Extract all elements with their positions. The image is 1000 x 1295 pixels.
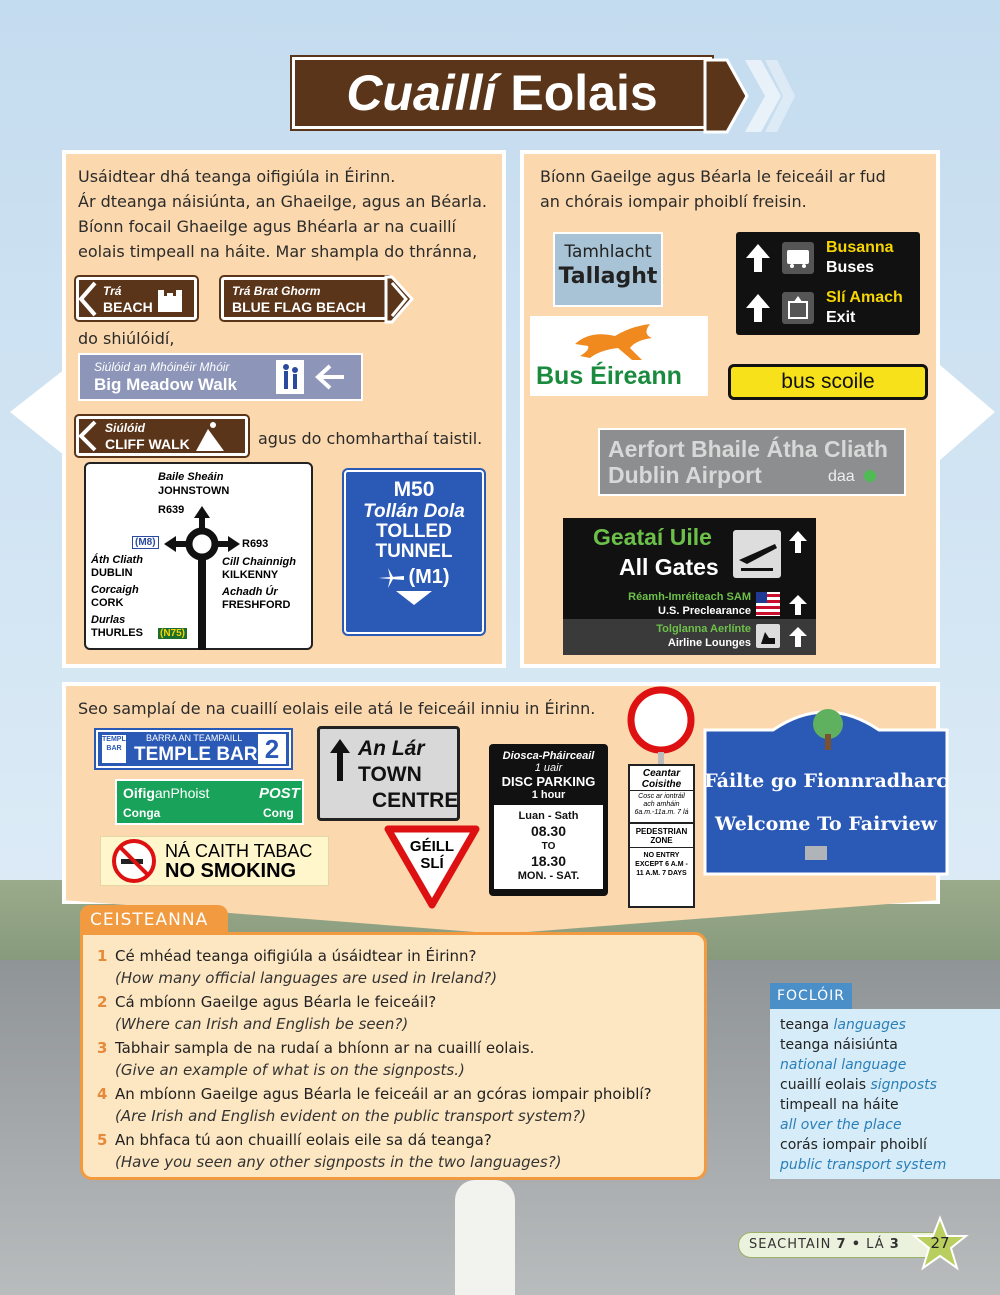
question-en: (Give an example of what is on the signposts.): [115, 1061, 465, 1079]
thurles-ga: Durlas: [91, 614, 126, 626]
focloir-en: public transport system: [780, 1157, 947, 1173]
chevron-right-icon: [940, 365, 995, 460]
arrow-up-icon: [328, 737, 352, 783]
m50-ga: Tollán Dola: [363, 501, 465, 522]
week-number: 7: [836, 1237, 847, 1252]
yield-ga: GÉILL: [409, 838, 455, 855]
question-item: [97, 1129, 690, 1173]
red-setter-dog-icon: [570, 320, 660, 364]
no-smoking-sign: [100, 836, 329, 886]
tallaght-en: Tallaght: [558, 264, 658, 289]
r639-label: R639: [158, 504, 185, 516]
post-ga-place: Conga: [123, 806, 161, 820]
tallaght-sign: [553, 232, 663, 307]
arrow-left-icon: [77, 280, 99, 318]
lounge-icon: [756, 624, 780, 648]
focloir-box: [770, 1009, 1000, 1179]
no-smoking-ga: NÁ CAITH TABAC: [165, 841, 313, 861]
bus-eireann-logo: [530, 316, 708, 396]
focloir-en: all over the place: [780, 1117, 902, 1133]
johnstown-en: JOHNSTOWN: [158, 485, 230, 497]
disc-ga2: 1 uair: [534, 762, 563, 774]
title-banner: [292, 57, 712, 129]
freshford-en: FRESHFORD: [222, 599, 291, 611]
post-ga1: Oifig: [123, 785, 155, 801]
gates-ga: Geataí Uile: [593, 524, 712, 550]
question-number: 4: [97, 1085, 108, 1103]
blue-flag-beach-sign: [221, 277, 391, 320]
m50-via: (M1): [408, 566, 450, 588]
ped-small-ga: Cosc ar iontráil ach amháin 6a.m.-11a.m. 7 lá: [630, 790, 693, 819]
questions-heading: CEISTEANNA: [80, 905, 228, 935]
cork-ga: Corcaigh: [91, 584, 139, 596]
buses-exit-sign: [736, 232, 920, 335]
airport-ga: Aerfort Bhaile Átha Cliath: [608, 436, 888, 462]
day-label: LÁ: [866, 1237, 885, 1252]
chevron-left-icon: [10, 365, 70, 460]
right-intro: [540, 164, 886, 214]
arrow-down-icon: [394, 589, 434, 607]
preclearance-ga: Réamh-Imréiteach SAM: [628, 591, 751, 603]
focloir-ga: timpeall na háite: [780, 1097, 899, 1113]
disc-time1: 08.30: [530, 823, 567, 839]
no-entry-circle-icon: [627, 686, 695, 754]
n75-label: (N75): [160, 628, 186, 639]
daa-dot-icon: [864, 470, 876, 482]
left-intro: [78, 164, 503, 264]
left-intro-line: Ár dteanga náisiúnta, an Ghaeilge, agus an Béarla.: [78, 192, 487, 211]
disc-to: TO: [541, 841, 556, 852]
focloir-entry: [780, 1015, 990, 1035]
disc-days-en: MON. - SAT.: [517, 870, 580, 882]
right-intro-line: Bíonn Gaeilge agus Béarla le feiceáil ar fud: [540, 167, 886, 186]
lounges-ga: Tolglanna Aerlínte: [656, 623, 751, 635]
hiker-icon: [196, 421, 224, 451]
fairview-plaque: [805, 846, 827, 860]
focloir-en: languages: [833, 1017, 906, 1033]
disc-parking-sign: [489, 744, 608, 896]
ped-small-en: NO ENTRY EXCEPT 6 A.M - 11 A.M. 7 DAYS: [630, 847, 693, 881]
footer-bullet: •: [851, 1237, 862, 1252]
post-en-place: Cong: [263, 806, 294, 820]
ped-en1: PEDESTRIAN: [635, 827, 688, 836]
fairview-ga: Fáilte go Fionnradharc: [704, 770, 948, 792]
dublin-airport-sign: [598, 428, 906, 496]
kilkenny-en: KILKENNY: [222, 569, 279, 581]
airplane-icon: [733, 530, 781, 578]
gates-en: All Gates: [619, 554, 719, 580]
lounges-en: Airline Lounges: [667, 637, 751, 649]
temple-bar-tag: TEMPLE BAR: [102, 735, 126, 763]
beach-sign-ga: Trá: [103, 283, 122, 298]
left-intro-line: Bíonn focail Ghaeilge agus Bhéarla ar na cuaillí: [78, 217, 456, 236]
temple-bar-ga: BARRA AN TEAMPAILL: [146, 733, 243, 743]
focloir-ga: corás iompair phoiblí: [780, 1137, 927, 1153]
focloir-ga: cuaillí eolais: [780, 1077, 866, 1093]
thurles-en: THURLES: [91, 627, 143, 639]
beach-sign-en: BEACH: [103, 298, 153, 315]
dublin-ga: Áth Cliath: [91, 554, 143, 566]
post-ga2: an: [154, 785, 171, 801]
title-part2: Eolais: [510, 65, 658, 121]
focloir-en: national language: [780, 1057, 907, 1073]
arrow-up-icon: [742, 292, 774, 324]
roundabout-sign: [84, 462, 313, 650]
beach-sign: [76, 277, 197, 320]
tallaght-ga: Tamhlacht: [564, 242, 652, 262]
disc-days-ga: Luan - Sath: [518, 810, 579, 822]
town-ga: An Lár: [358, 737, 425, 760]
temple-bar-en: TEMPLE BAR: [134, 744, 258, 765]
freshford-ga: Achadh Úr: [222, 586, 278, 598]
question-number: 1: [97, 947, 108, 965]
bus-eireann-text: Bus Éireann: [536, 362, 682, 390]
question-en: (Are Irish and English evident on the public transport system?): [115, 1107, 587, 1125]
week-day-label: [738, 1232, 938, 1258]
cork-en: CORK: [91, 597, 124, 609]
question-en: (Have you seen any other signposts in the two languages?): [115, 1153, 562, 1171]
post-office-sign: [115, 779, 304, 825]
arrow-left-icon: [310, 360, 350, 394]
castle-icon: [155, 284, 185, 314]
meadow-sign-en: Big Meadow Walk: [94, 375, 237, 394]
exit-icon: [782, 292, 814, 324]
temple-bar-sign: [96, 730, 291, 768]
title-arrow-icon: [705, 57, 795, 135]
bottom-intro: Seo samplaí de na cuaillí eolais eile atá le feiceáil inniu in Éirinn.: [78, 699, 596, 718]
right-intro-line: an chórais iompair phoiblí freisin.: [540, 192, 807, 211]
cliff-sign-ga: Siúlóid: [105, 421, 145, 435]
question-en: (How many official languages are used in Ireland?): [115, 969, 498, 987]
left-intro-line: Usáidtear dhá teanga oifigiúla in Éirinn.: [78, 167, 396, 186]
bus-icon: [782, 242, 814, 274]
town-en2: CENTRE: [372, 789, 459, 812]
post-brand: POST: [259, 785, 300, 802]
yield-text: [384, 838, 480, 872]
disc-en2: 1 hour: [531, 789, 566, 801]
daa-logo: daa: [828, 468, 855, 485]
question-ga: An bhfaca tú aon chuaillí eolais eile sa dá teanga?: [115, 1131, 492, 1149]
bus-scoile-text: bus scoile: [781, 370, 875, 393]
question-item: [97, 991, 690, 1035]
travel-label: agus do chomharthaí taistil.: [258, 429, 483, 448]
preclearance-en: U.S. Preclearance: [658, 605, 751, 617]
question-ga: Tabhair sampla de na rudaí a bhíonn ar na cuaillí eolais.: [115, 1039, 535, 1057]
no-smoking-en: NO SMOKING: [165, 860, 297, 882]
arrow-right-icon: [386, 275, 414, 324]
ped-ga1: Ceantar: [642, 768, 681, 779]
question-item: [97, 945, 690, 989]
meadow-walk-sign: [78, 353, 363, 401]
yield-ga2: SLÍ: [420, 855, 444, 872]
arrow-up-icon: [787, 594, 809, 616]
airplane-icon: [378, 567, 404, 589]
title-part1: Cuaillí: [346, 65, 497, 121]
question-number: 5: [97, 1131, 108, 1149]
temple-bar-number: 2: [258, 734, 286, 764]
disc-en1: DISC PARKING: [501, 774, 596, 789]
town-centre-sign: [317, 726, 460, 821]
fairview-en: Welcome To Fairview: [714, 813, 938, 835]
ped-ga2: Coisithe: [641, 779, 682, 790]
left-intro-line: eolais timpeall na háite. Mar shampla do thránna,: [78, 242, 478, 261]
focloir-ga: teanga náisiúnta: [780, 1037, 898, 1053]
page-number: 27: [930, 1234, 950, 1252]
day-number: 3: [889, 1237, 900, 1252]
bus-scoile-sign: [728, 364, 928, 400]
all-gates-sign: [563, 518, 816, 655]
question-number: 3: [97, 1039, 108, 1057]
buses-en: Buses: [826, 259, 875, 276]
town-en1: TOWN: [358, 763, 422, 786]
m50-road: M50: [393, 478, 435, 501]
airport-en: Dublin Airport: [608, 462, 762, 488]
kilkenny-ga: Cill Chainnigh: [222, 556, 296, 568]
blue-flag-sign-en: BLUE FLAG BEACH: [232, 298, 366, 315]
road-marking: [455, 1180, 515, 1295]
question-item: [97, 1037, 690, 1081]
question-en: (Where can Irish and English be seen?): [115, 1015, 409, 1033]
question-number: 2: [97, 993, 108, 1011]
focloir-heading: FOCLÓIR: [770, 983, 852, 1009]
question-ga: An mbíonn Gaeilge agus Béarla le feiceáil ar an gcóras iompair phoiblí?: [115, 1085, 652, 1103]
meadow-sign-ga: Siúlóid an Mhóinéir Mhóir: [94, 360, 230, 374]
walkers-label: do shiúlóidí,: [78, 329, 175, 348]
week-label: SEACHTAIN: [749, 1237, 832, 1252]
focloir-ga: teanga: [780, 1017, 830, 1033]
post-ga3: Phoist: [170, 785, 210, 801]
arrow-up-icon: [742, 242, 774, 274]
m8-label: (M8): [132, 536, 159, 549]
m50-tunnel-sign: [344, 470, 484, 634]
cliff-sign-en: CLIFF WALK: [105, 436, 190, 452]
m50-en2: TUNNEL: [375, 541, 453, 562]
exit-en: Exit: [826, 309, 856, 326]
blue-flag-sign-ga: Trá Brat Ghorm: [232, 283, 321, 298]
question-ga: Cá mbíonn Gaeilge agus Béarla le feiceáil?: [115, 993, 437, 1011]
focloir-entry: [780, 1075, 990, 1095]
johnstown-ga: Baile Sheáin: [158, 471, 224, 483]
question-ga: Cé mhéad teanga oifigiúla a úsáidtear in Éirinn?: [115, 947, 477, 965]
cliff-walk-sign: [76, 416, 248, 456]
tree-icon: [810, 708, 846, 752]
pedestrian-zone-sign: [628, 764, 695, 908]
r693-label: R693: [242, 538, 269, 550]
m50-en1: TOLLED: [376, 521, 452, 542]
walkers-icon: [276, 360, 304, 394]
arrow-up-icon: [787, 626, 809, 648]
disc-ga1: Diosca-Pháirceail: [502, 750, 595, 762]
questions-box: [80, 932, 707, 1180]
question-item: [97, 1083, 690, 1127]
no-smoking-icon: [111, 838, 157, 884]
us-flag-icon: [756, 592, 780, 616]
dublin-en: DUBLIN: [91, 567, 133, 579]
ped-en2: ZONE: [650, 836, 673, 845]
arrow-left-icon: [77, 419, 99, 453]
buses-ga: Busanna: [826, 239, 894, 256]
arrow-up-icon: [787, 530, 809, 554]
exit-ga: Slí Amach: [826, 289, 903, 306]
focloir-en: signposts: [870, 1077, 937, 1093]
disc-time2: 18.30: [530, 853, 567, 869]
